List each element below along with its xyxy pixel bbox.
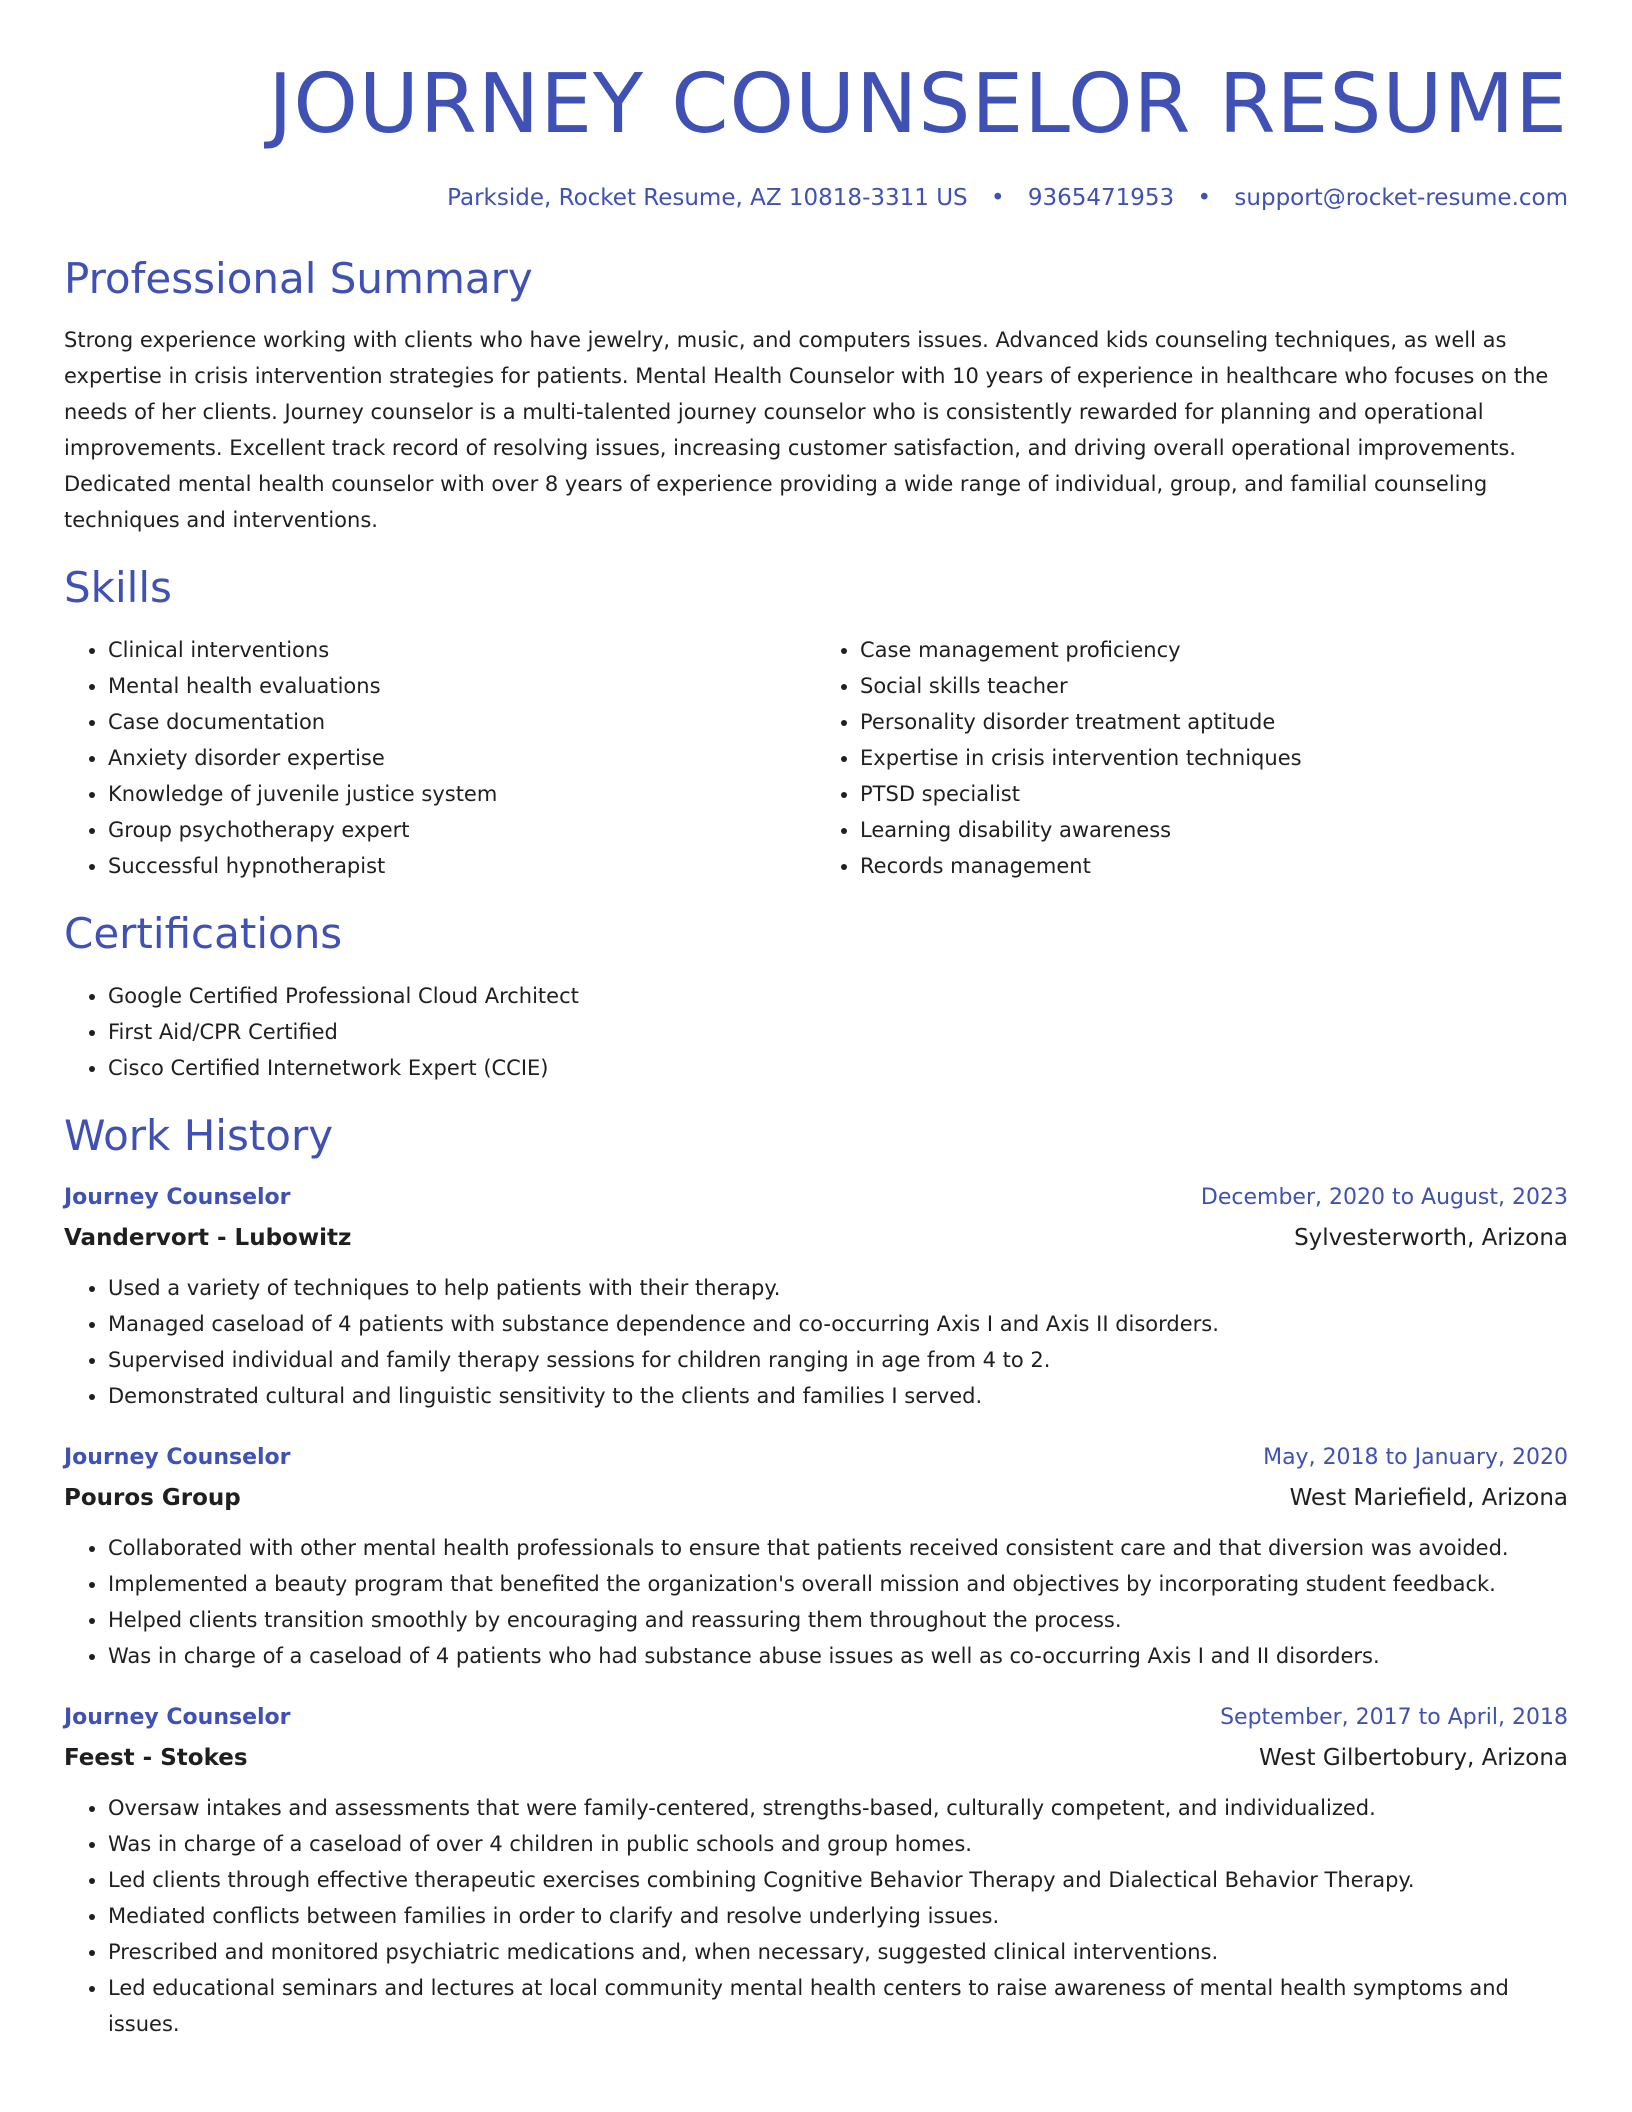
job-bullet: • Supervised individual and family therapy sessions for children ranging in age from 4 to 2.	[108, 1342, 1568, 1378]
skill-item: • Knowledge of juvenile justice system	[108, 776, 816, 812]
job-bullet: • Oversaw intakes and assessments that were family-centered, strengths-based, culturally competent, and individualized.	[108, 1790, 1568, 1826]
job-company: Pouros Group	[64, 1485, 241, 1511]
skill-item: • Group psychotherapy expert	[108, 812, 816, 848]
skills-list-right	[816, 632, 1568, 884]
certification-item: • Google Certified Professional Cloud Architect	[108, 978, 1568, 1014]
job-location: West Gilbertobury, Arizona	[1258, 1745, 1568, 1771]
job-bullet: • Collaborated with other mental health professionals to ensure that patients received consistent care and that diversion was avoided.	[108, 1530, 1568, 1566]
certification-item: • Cisco Certified Internetwork Expert (CCIE)	[108, 1050, 1568, 1086]
separator: •	[990, 185, 1005, 211]
job-bullet: • Mediated conflicts between families in order to clarify and resolve underlying issues.	[108, 1898, 1568, 1934]
skill-item: • Expertise in crisis intervention techniques	[860, 740, 1568, 776]
skill-item: • Social skills teacher	[860, 668, 1568, 704]
job-dates: December, 2020 to August, 2023	[1200, 1185, 1568, 1210]
job-bullets	[64, 1270, 1568, 1414]
job-location: Sylvesterworth, Arizona	[1294, 1225, 1568, 1251]
job-bullet: • Led educational seminars and lectures at local community mental health centers to raise awareness of mental health symptoms and issues.	[108, 1970, 1568, 2042]
job-bullets	[64, 1790, 1568, 2042]
job-bullet: • Demonstrated cultural and linguistic sensitivity to the clients and families I served.	[108, 1378, 1568, 1414]
certification-item: • First Aid/CPR Certified	[108, 1014, 1568, 1050]
job-bullets	[64, 1530, 1568, 1674]
job-dates: May, 2018 to January, 2020	[1263, 1445, 1568, 1470]
skill-item: • Case documentation	[108, 704, 816, 740]
separator: •	[1197, 185, 1212, 211]
job-title: Journey Counselor	[64, 1445, 291, 1470]
job-title: Journey Counselor	[64, 1705, 291, 1730]
resume-name: JOURNEY COUNSELOR RESUME	[268, 57, 1568, 152]
summary-title: Professional Summary	[64, 254, 533, 303]
job-bullet: • Helped clients transition smoothly by encouraging and reassuring them throughout the process.	[108, 1602, 1568, 1638]
skill-item: • Records management	[860, 848, 1568, 884]
summary-section	[64, 251, 1568, 538]
skill-item: • Learning disability awareness	[860, 812, 1568, 848]
job-entry	[64, 1178, 1568, 1414]
skill-item: • Case management proficiency	[860, 632, 1568, 668]
job-company: Feest - Stokes	[64, 1745, 248, 1771]
skills-title: Skills	[64, 563, 172, 612]
job-bullet: • Prescribed and monitored psychiatric medications and, when necessary, suggested clinical interventions.	[108, 1934, 1568, 1970]
email: support@rocket-resume.com	[1234, 185, 1568, 211]
job-bullet: • Managed caseload of 4 patients with substance dependence and co-occurring Axis I and Axis II disorders.	[108, 1306, 1568, 1342]
phone: 9365471953	[1027, 185, 1175, 211]
certifications-section	[64, 906, 1568, 1086]
work-history-section	[64, 1108, 1568, 2042]
resume-header	[64, 0, 1568, 213]
job-dates: September, 2017 to April, 2018	[1220, 1705, 1568, 1730]
job-bullet: • Was in charge of a caseload of over 4 children in public schools and group homes.	[108, 1826, 1568, 1862]
job-entry	[64, 1438, 1568, 1674]
address: Parkside, Rocket Resume, AZ 10818-3311 US	[447, 185, 968, 211]
work-history-title: Work History	[64, 1111, 334, 1160]
skill-item: • Clinical interventions	[108, 632, 816, 668]
skills-section	[64, 560, 1568, 884]
skills-columns	[64, 632, 1568, 884]
skills-list-left	[64, 632, 816, 884]
job-title: Journey Counselor	[64, 1185, 291, 1210]
certifications-title: Certifications	[64, 909, 343, 958]
summary-text: Strong experience working with clients who have jewelry, music, and computers issues. Advanced kids counseling techniques, as well as expertise in crisis intervention strategies for patients. Mental Health Counselor with 10 years of experience in healthcare who focuses on the needs of her clients. Journey counselor is a multi-talented journey counselor who is consistently rewarded for planning and operational improvements. Excellent track record of resolving issues, increasing customer satisfaction, and driving overall operational improvements. Dedicated mental health counselor with over 8 years of experience providing a wide range of individual, group, and familial counseling techniques and interventions.	[64, 328, 1549, 532]
contact-line	[64, 183, 1568, 213]
job-bullet: • Led clients through effective therapeutic exercises combining Cognitive Behavior Therapy and Dialectical Behavior Therapy.	[108, 1862, 1568, 1898]
certifications-list	[64, 978, 1568, 1086]
skill-item: • PTSD specialist	[860, 776, 1568, 812]
job-location: West Mariefield, Arizona	[1289, 1485, 1568, 1511]
skill-item: • Mental health evaluations	[108, 668, 816, 704]
job-bullet: • Was in charge of a caseload of 4 patients who had substance abuse issues as well as co-occurring Axis I and II disorders.	[108, 1638, 1568, 1674]
job-bullet: • Implemented a beauty program that benefited the organization's overall mission and objectives by incorporating student feedback.	[108, 1566, 1568, 1602]
job-entry	[64, 1698, 1568, 2042]
skill-item: • Personality disorder treatment aptitude	[860, 704, 1568, 740]
skill-item: • Anxiety disorder expertise	[108, 740, 816, 776]
job-bullet: • Used a variety of techniques to help patients with their therapy.	[108, 1270, 1568, 1306]
skill-item: • Successful hypnotherapist	[108, 848, 816, 884]
job-company: Vandervort - Lubowitz	[64, 1225, 352, 1251]
